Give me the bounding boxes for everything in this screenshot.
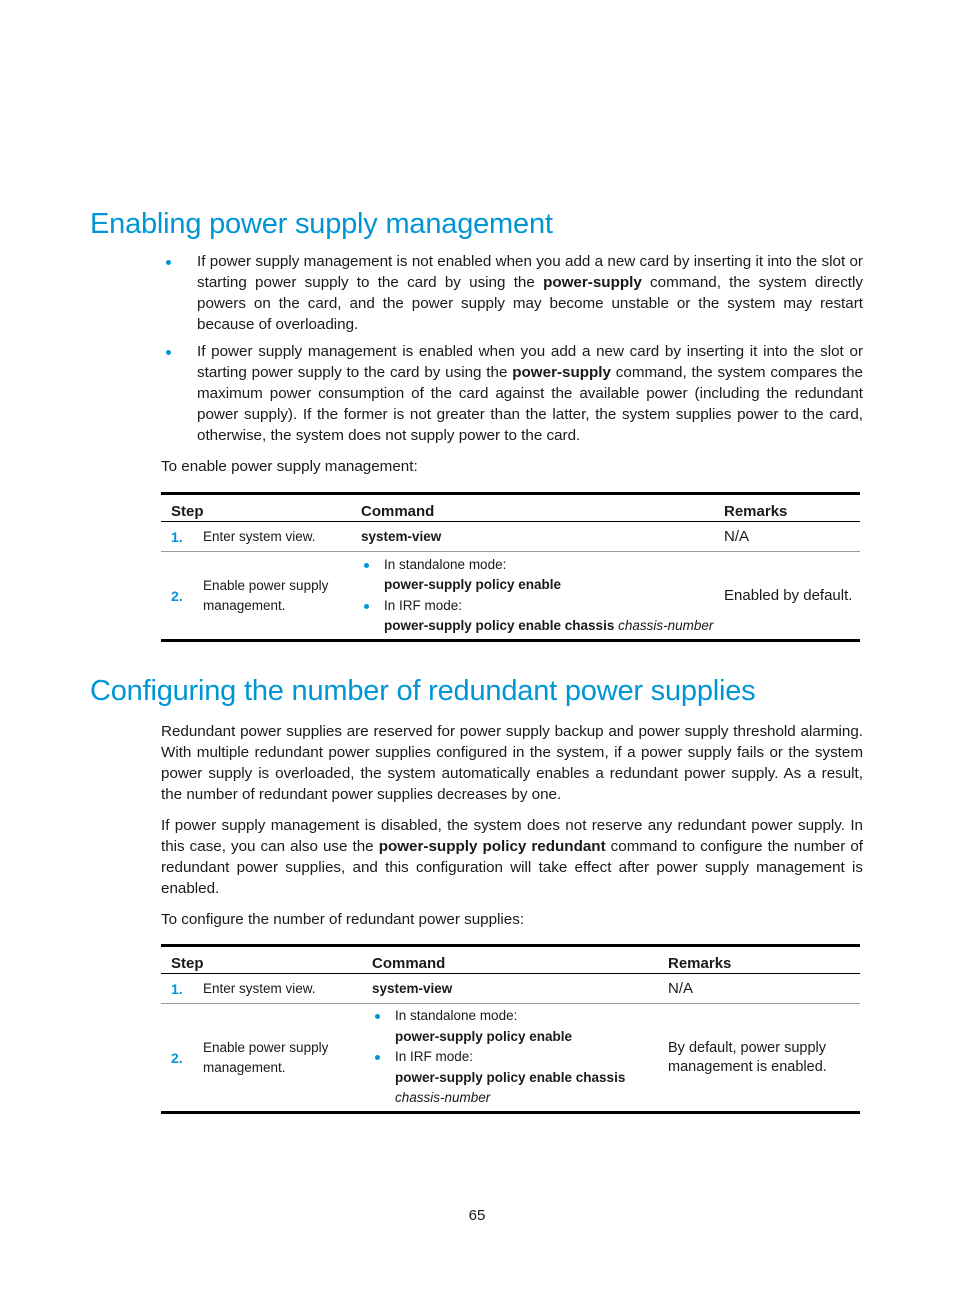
page-number: 65 [468, 1207, 486, 1224]
command-options [361, 555, 714, 637]
command-text: system-view [361, 529, 442, 544]
step-text: Enter system view. [203, 529, 316, 544]
remarks-text: By default, power supply management is enabled. [668, 1039, 827, 1075]
bullet-icon [364, 563, 369, 568]
paragraph: If power supply management is disabled, the system does not reserve any redundant power supply. In this case, you can also use the power-supply policy redundant command to configure the number of redundant power supplies, and this configuration will take effect after power supply management is enabled. [161, 817, 864, 897]
command-table-2 [161, 944, 860, 1114]
step-number: 2. [171, 587, 183, 604]
bullet-icon [166, 350, 171, 355]
table-row [161, 552, 860, 641]
command-option: In standalone mode: power-supply policy enable [361, 555, 714, 596]
header-command: Command [361, 502, 435, 520]
header-command: Command [372, 954, 446, 972]
step-number: 1. [171, 528, 183, 545]
remarks-text: Enabled by default. [724, 587, 853, 604]
command-text: power-supply policy enable chassis [384, 618, 615, 633]
table-header-row [161, 946, 860, 974]
bullet-item: If power supply management is not enabled when you add a new card by inserting it into the slot or starting power supply to the card by using the power-supply command, the system directly powers on the card, and the power supply may become unstable or the system may restart because of overloading. [161, 251, 863, 335]
table-row [161, 1004, 860, 1113]
step-text: Enable power supply management. [203, 577, 329, 613]
inline-command: power-supply [512, 364, 611, 381]
command-argument: chassis-number [618, 618, 714, 633]
table-row [161, 522, 860, 552]
step-text: Enter system view. [203, 981, 316, 996]
command-text: power-supply policy enable [384, 577, 562, 592]
table-intro: To enable power supply management: [161, 458, 418, 475]
bullet-item: If power supply management is enabled when you add a new card by inserting it into the slot or starting power supply to the card by using the power-supply command, the system compares the maximum power consumption of the card against the available power (including the redundant power supply). If the former is not greater than the latter, the system supplies power to the card, otherwise, the system does not supply power to the card. [161, 341, 863, 446]
header-remarks: Remarks [668, 954, 732, 972]
inline-command: power-supply [543, 274, 642, 291]
header-remarks: Remarks [724, 502, 788, 520]
table-header-row [161, 494, 860, 522]
header-step: Step [171, 502, 204, 520]
command-table-1 [161, 492, 860, 642]
command-text: power-supply policy enable [395, 1028, 573, 1044]
command-option: In IRF mode: power-supply policy enable chassis chassis-number [372, 1047, 658, 1109]
command-options [372, 1006, 658, 1109]
bullet-icon [375, 1055, 380, 1060]
step-text: Enable power supply management. [203, 1039, 329, 1075]
command-argument: chassis-number [395, 1090, 491, 1106]
paragraph: Redundant power supplies are reserved for power supply backup and power supply threshold alarming. With multiple redundant power supplies configured in the system, if a power supply fails or the system power supply is overloaded, the system automatically enables a redundant power supply. As a result, the number of redundant power supplies decreases by one. [161, 723, 863, 803]
step-number: 1. [171, 980, 183, 997]
remarks-text: N/A [668, 980, 694, 997]
header-step: Step [171, 954, 204, 972]
inline-command: power-supply policy redundant [378, 838, 606, 855]
table-intro: To configure the number of redundant power supplies: [161, 911, 525, 928]
remarks-text: N/A [724, 528, 750, 545]
bullet-icon [364, 604, 369, 609]
step-number: 2. [171, 1049, 183, 1066]
table-row [161, 974, 860, 1004]
bullet-icon [166, 260, 171, 265]
command-text: system-view [372, 981, 453, 996]
command-option: In standalone mode: power-supply policy enable [372, 1006, 658, 1047]
command-option: In IRF mode: power-supply policy enable chassis chassis-number [361, 596, 714, 637]
bullet-list [161, 251, 863, 452]
bullet-icon [375, 1014, 380, 1019]
section-title-enabling-power-supply-management: Enabling power supply management [90, 208, 553, 240]
command-text: power-supply policy enable chassis [395, 1069, 626, 1085]
section-title-configuring-redundant-power-supplies: Configuring the number of redundant power supplies [90, 675, 756, 707]
